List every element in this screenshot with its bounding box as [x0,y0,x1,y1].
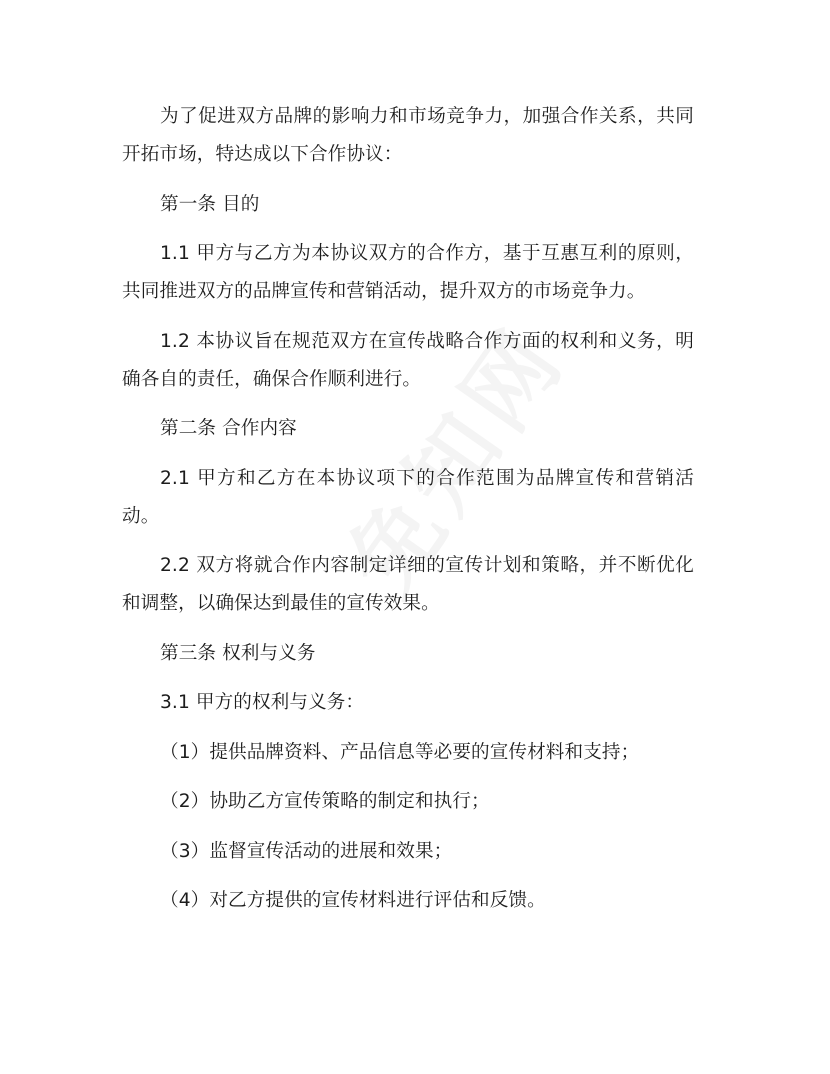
section-heading-2: 第二条 合作内容 [160,418,297,439]
clause-1-2: 1.2 本协议旨在规范双方在宣传战略合作方面的权利和义务，明确各自的责任，确保合作顺利进行。 [122,330,694,390]
document-body [122,98,694,932]
section-heading-3: 第三条 权利与义务 [160,642,316,664]
list-item: （4）对乙方提供的宣传材料进行评估和反馈。 [160,890,546,911]
clause-1-1: 1.1 甲方与乙方为本协议双方的合作方，基于互惠互利的原则，共同推进双方的品牌宣传和营销活动，提升双方的市场竞争力。 [122,243,694,302]
section-heading-1: 第一条 目的 [160,193,260,215]
list-item: （2）协助乙方宣传策略的制定和执行； [160,791,490,812]
intro-paragraph: 为了促进双方品牌的影响力和市场竞争力，加强合作关系，共同开拓市场，特达成以下合作协议： [122,106,694,165]
clause-2-2: 2.2 双方将就合作内容制定详细的宣传计划和策略，并不断优化和调整，以确保达到最佳的宣传效果。 [122,555,694,614]
list-item: （3）监督宣传活动的进展和效果； [160,840,453,862]
clause-3-1: 3.1 甲方的权利与义务： [160,692,365,713]
list-item: （1）提供品牌资料、产品信息等必要的宣传材料和支持； [160,741,640,763]
clause-2-1: 2.1 甲方和乙方在本协议项下的合作范围为品牌宣传和营销活动。 [122,467,694,527]
